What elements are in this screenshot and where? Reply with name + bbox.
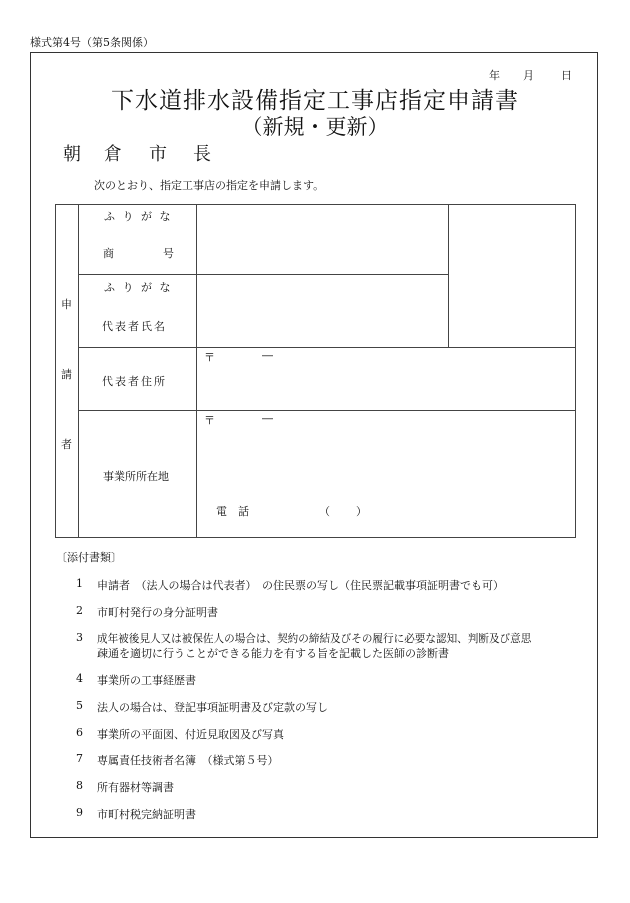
addressee-char-4: 長 [193, 144, 211, 165]
rep-name-label: 代表者氏名 [102, 320, 167, 333]
attachment-no-2: 2 [76, 604, 83, 617]
attachment-text-2: 市町村発行の身分証明書 [97, 606, 218, 619]
office-postal-mark: 〒 [204, 414, 215, 427]
attachment-text-5: 法人の場合は、登記事項証明書及び定款の写し [97, 701, 328, 714]
phone-paren-open: （ [319, 505, 330, 518]
attachment-text-7: 専属責任技術者名簿 （様式第５号） [97, 754, 279, 767]
attachment-no-4: 4 [76, 672, 83, 685]
table-divider-col2 [196, 204, 197, 538]
attachment-no-5: 5 [76, 699, 83, 712]
table-border-left [55, 204, 56, 538]
applicant-label-1: 申 [61, 298, 72, 311]
shogo-label-1: 商 [103, 247, 114, 260]
office-postal-dash: ― [262, 412, 273, 425]
applicant-label-3: 者 [61, 438, 72, 451]
date-year: 年 [489, 69, 500, 82]
attachment-text-4: 事業所の工事経歴書 [97, 674, 196, 687]
table-border-top [55, 204, 576, 205]
form-number: 様式第4号（第5条関係） [30, 36, 154, 49]
attachment-no-8: 8 [76, 779, 83, 792]
rep-address-label: 代表者住所 [102, 375, 167, 388]
table-divider-col1 [78, 204, 79, 538]
furigana-label-1: ふ り が な [104, 210, 173, 223]
phone-label: 電 話 [216, 505, 249, 518]
rep-postal-mark: 〒 [204, 351, 215, 364]
attachment-text-3: 成年被後見人又は被保佐人の場合は、契約の締結及びその履行に必要な認知、判断及び意思 [97, 633, 532, 645]
addressee-char-1: 朝 [63, 144, 81, 165]
attachment-text-3-cont: 疎通を適切に行うことができる能力を有する旨を記載した医師の診断書 [97, 647, 449, 660]
table-divider-row1 [78, 274, 448, 275]
addressee-char-3: 市 [149, 144, 167, 165]
attachment-text-6: 事業所の平面図、付近見取図及び写真 [97, 728, 284, 741]
attachment-text-8: 所有器材等調書 [97, 781, 174, 794]
form-frame [30, 52, 598, 838]
attachment-no-3: 3 [76, 631, 83, 644]
table-border-bottom [55, 537, 576, 538]
table-border-right [575, 204, 576, 538]
attachments-title: 〔添付書類〕 [56, 551, 122, 564]
office-address-label: 事業所所在地 [103, 470, 169, 483]
attachment-no-6: 6 [76, 726, 83, 739]
shogo-label-2: 号 [163, 247, 174, 260]
furigana-label-2: ふ り が な [104, 281, 173, 294]
attachment-no-1: 1 [76, 577, 83, 590]
intro-text: 次のとおり、指定工事店の指定を申請します。 [94, 179, 325, 192]
table-divider-col3 [448, 204, 449, 347]
table-divider-row2 [78, 347, 576, 348]
phone-paren-close: ） [356, 505, 367, 518]
form-title: 下水道排水設備指定工事店指定申請書 [111, 88, 519, 114]
table-divider-row3 [78, 410, 576, 411]
date-month: 月 [523, 69, 534, 82]
applicant-label-2: 請 [61, 368, 72, 381]
attachment-text-1: 申請者 （法人の場合は代表者） の住民票の写し（住民票記載事項証明書でも可） [97, 579, 504, 592]
attachment-no-9: 9 [76, 806, 83, 819]
form-subtitle: （新規・更新） [241, 115, 389, 139]
date-day: 日 [561, 69, 572, 82]
attachment-no-7: 7 [76, 752, 83, 765]
addressee-char-2: 倉 [104, 144, 122, 165]
attachment-text-9: 市町村税完納証明書 [97, 808, 196, 821]
rep-postal-dash: ― [262, 349, 273, 362]
